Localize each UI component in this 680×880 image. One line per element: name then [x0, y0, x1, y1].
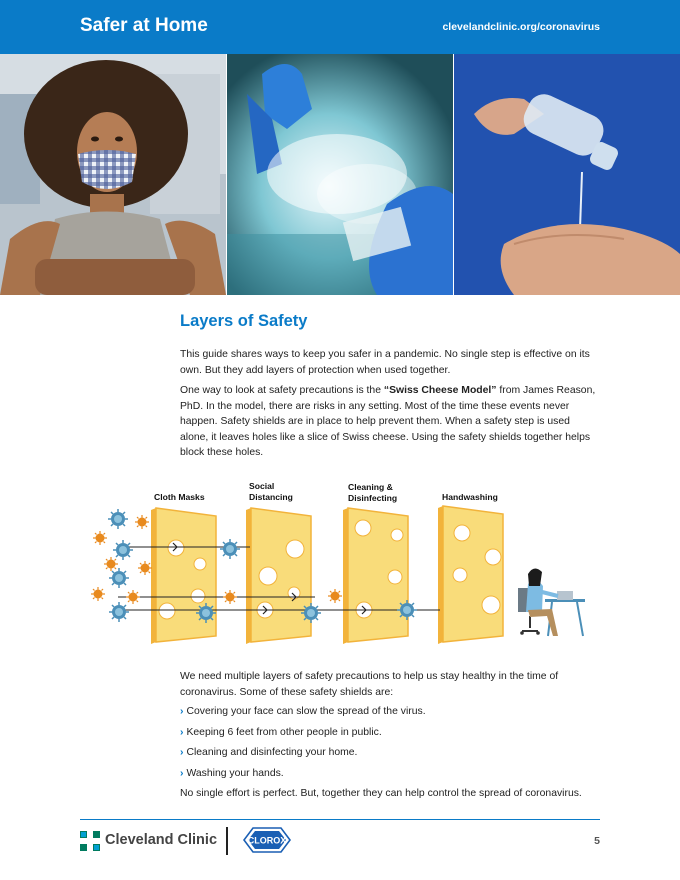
list-item	[180, 766, 600, 787]
photo-mask-woman	[0, 54, 226, 295]
photo-strip	[0, 54, 680, 295]
clorox-logo	[243, 827, 291, 853]
swiss-cheese-paragraph	[180, 383, 596, 461]
label-cleaning-line2: Disinfecting	[348, 492, 398, 503]
footer-divider	[80, 819, 600, 820]
page-number: 5	[594, 835, 600, 847]
label-social-distancing-line2: Distancing	[249, 491, 293, 502]
list-item-text: Keeping 6 feet from other people in public.	[186, 726, 382, 738]
header-bar	[0, 0, 680, 54]
header-title: Safer at Home	[80, 15, 208, 36]
cheese-slice-cleaning	[343, 508, 408, 644]
photo-hand-sanitizer	[454, 54, 680, 295]
list-item	[180, 704, 600, 725]
cleveland-clinic-mark-icon	[80, 831, 100, 851]
list-item-text: Covering your face can slow the spread of the virus.	[186, 706, 426, 717]
header-url[interactable]: clevelandclinic.org/coronavirus	[442, 21, 600, 33]
list-item	[180, 745, 600, 766]
photo-disinfectant-spray	[227, 54, 453, 295]
cheese-slice-distancing	[246, 508, 311, 644]
person-at-desk-illustration	[518, 568, 585, 636]
swiss-cheese-model-term: “Swiss Cheese Model”	[383, 385, 497, 396]
chevron-right-icon: ›	[180, 747, 184, 758]
label-handwashing: Handwashing	[442, 492, 498, 502]
label-cloth-masks: Cloth Masks	[154, 492, 205, 502]
swiss-after-text: from James Reason, PhD. In the model, there are risks in any setting. Most of the time these events never happen. Safety shields are in place to help prevent them. When a safety step is used alone, it leaves holes like a slice of Swiss cheese. Using the safety shields together helps block these holes.	[180, 385, 596, 458]
shields-intro-paragraph: We need multiple layers of safety precautions to help us stay healthy in the time of coronavirus. Some of these safety shields are:	[180, 671, 559, 698]
safety-shields-list	[180, 704, 600, 786]
section-heading: Layers of Safety	[180, 312, 308, 330]
cheese-slice-handwashing	[438, 506, 503, 644]
chevron-right-icon: ›	[180, 767, 184, 779]
swiss-cheese-diagram	[90, 476, 600, 652]
label-social-distancing-line1: Social	[249, 481, 275, 491]
cheese-slice-masks	[151, 508, 216, 644]
logo-divider	[226, 827, 228, 855]
chevron-right-icon: ›	[180, 726, 184, 738]
swiss-before-text: One way to look at safety precautions is the	[180, 385, 384, 396]
list-item-text: Washing your hands.	[186, 767, 284, 779]
chevron-right-icon: ›	[180, 706, 184, 717]
list-item	[180, 725, 600, 746]
cleveland-clinic-wordmark: Cleveland Clinic	[105, 832, 218, 848]
closing-paragraph: No single effort is perfect. But, together they can help control the spread of coronavirus.	[180, 788, 582, 799]
intro-paragraph: This guide shares ways to keep you safer in a pandemic. No single step is effective on its own. But they add layers of protection when used together.	[180, 349, 590, 376]
label-cleaning-line1: Cleaning &	[348, 482, 393, 492]
list-item-text: Cleaning and disinfecting your home.	[186, 747, 358, 758]
clorox-wordmark: CLOROX	[247, 835, 287, 846]
